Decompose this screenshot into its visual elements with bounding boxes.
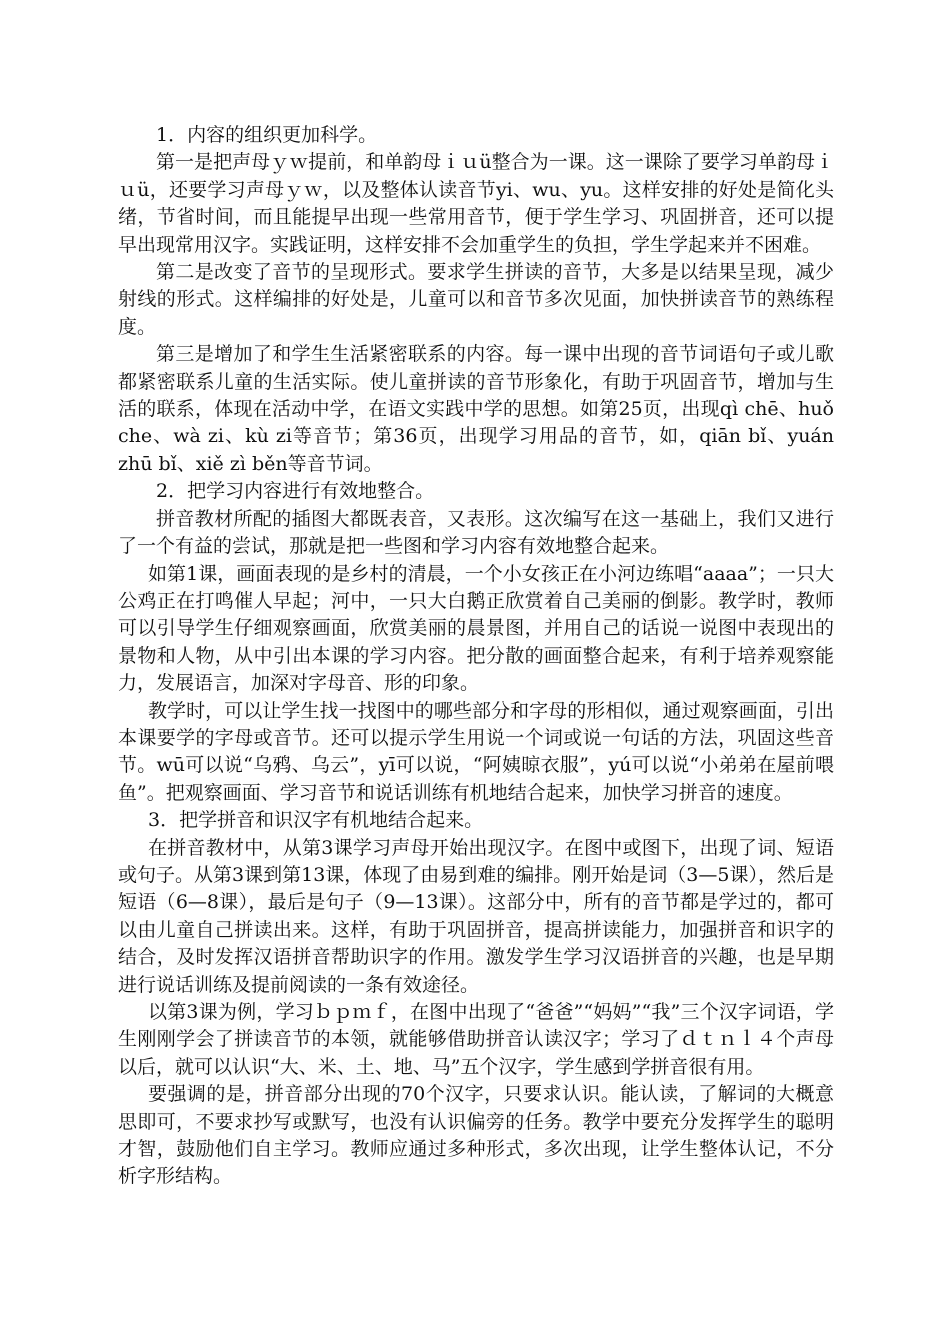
section-heading-1: 1．内容的组织更加科学。 [156, 124, 378, 146]
paragraph: 第二是改变了音节的呈现形式。要求学生拼读的音节，大多是以结果呈现，减少射线的形式。这样编排的好处是，儿童可以和音节多次见面，加快拼读音节的熟练程度。 [118, 261, 834, 338]
section-heading-2: 2．把学习内容进行有效地整合。 [156, 480, 435, 503]
section-heading-3: 3．把学拼音和识汉字有机地结合起来。 [148, 809, 484, 832]
paragraph: 如第1课，画面表现的是乡村的清晨，一个小女孩正在小河边练唱“aaaa”；一只大公鸡正在打鸣催人早起；河中，一只大白鹅正欣赏着自己美丽的倒影。教学时，教师可以引导学生仔细观察画面，欣赏美丽的晨景图，并用自己的话说一说图中表现出的景物和人物，从中引出本课的学习内容。把分散的画面整合起来，有利于培养观察能力，发展语言，加深对字母音、形的印象。 [118, 562, 834, 695]
paragraph: 以第3课为例，学习ｂｐｍｆ，在图中出现了“爸爸”“妈妈”“我”三个汉字词语，学生刚刚学会了拼读音节的本领，就能够借助拼音认读汉字；学习了ｄｔｎｌ４个声母以后，就可以认识“大、米、土、地、马”五个汉字，学生感到学拼音很有用。 [118, 1001, 834, 1078]
document-body [118, 122, 834, 1191]
paragraph: 教学时，可以让学生找一找图中的哪些部分和字母的形相似，通过观察画面，引出本课要学的字母或音节。还可以提示学生用说一个词或说一句话的方法，巩固这些音节。wū可以说“乌鸦、乌云”，yī可以说，“阿姨晾衣服”，yú可以说“小弟弟在屋前喂鱼”。把观察画面、学习音节和说话训练有机地结合起来，加快学习拼音的速度。 [118, 699, 834, 804]
paragraph: 第一是把声母ｙｗ提前，和单韵母ｉｕü整合为一课。这一课除了要学习单韵母ｉｕü，还要学习声母ｙｗ，以及整体认读音节yi、wu、yu。这样安排的好处是简化头绪，节省时间，而且能提早出现一些常用音节，便于学生学习、巩固拼音，还可以提早出现常用汉字。实践证明，这样安排不会加重学生的负担，学生学起来并不困难。 [118, 151, 834, 256]
paragraph: 在拼音教材中，从第3课学习声母开始出现汉字。在图中或图下，出现了词、短语或句子。从第3课到第13课，体现了由易到难的编排。刚开始是词（3—5课），然后是短语（6—8课），最后是句子（9—13课）。这部分中，所有的音节都是学过的，都可以由儿童自己拼读出来。这样，有助于巩固拼音，提高拼读能力，加强拼音和识字的结合，及时发挥汉语拼音帮助识字的作用。激发学生学习汉语拼音的兴趣，也是早期进行说话训练及提前阅读的一条有效途径。 [118, 836, 834, 996]
paragraph: 要强调的是，拼音部分出现的70个汉字，只要求认识。能认读，了解词的大概意思即可，不要求抄写或默写，也没有认识偏旁的任务。教学中要充分发挥学生的聪明才智，鼓励他们自主学习。教师应通过多种形式，多次出现，让学生整体认记，不分析字形结构。 [118, 1083, 834, 1188]
paragraph: 第三是增加了和学生生活紧密联系的内容。每一课中出现的音节词语句子或儿歌都紧密联系儿童的生活实际。使儿童拼读的音节形象化，有助于巩固音节，增加与生活的联系，体现在活动中学，在语文实践中学的思想。如第25页，出现qì chē、huǒ che、wà zi、kù zi等音节；第36页，出现学习用品的音节，如，qiān bǐ、yuán zhū bǐ、xiě zì běn等音节词。 [118, 343, 834, 475]
paragraph: 拼音教材所配的插图大都既表音，又表形。这次编写在这一基础上，我们又进行了一个有益的尝试，那就是把一些图和学习内容有效地整合起来。 [118, 507, 834, 558]
